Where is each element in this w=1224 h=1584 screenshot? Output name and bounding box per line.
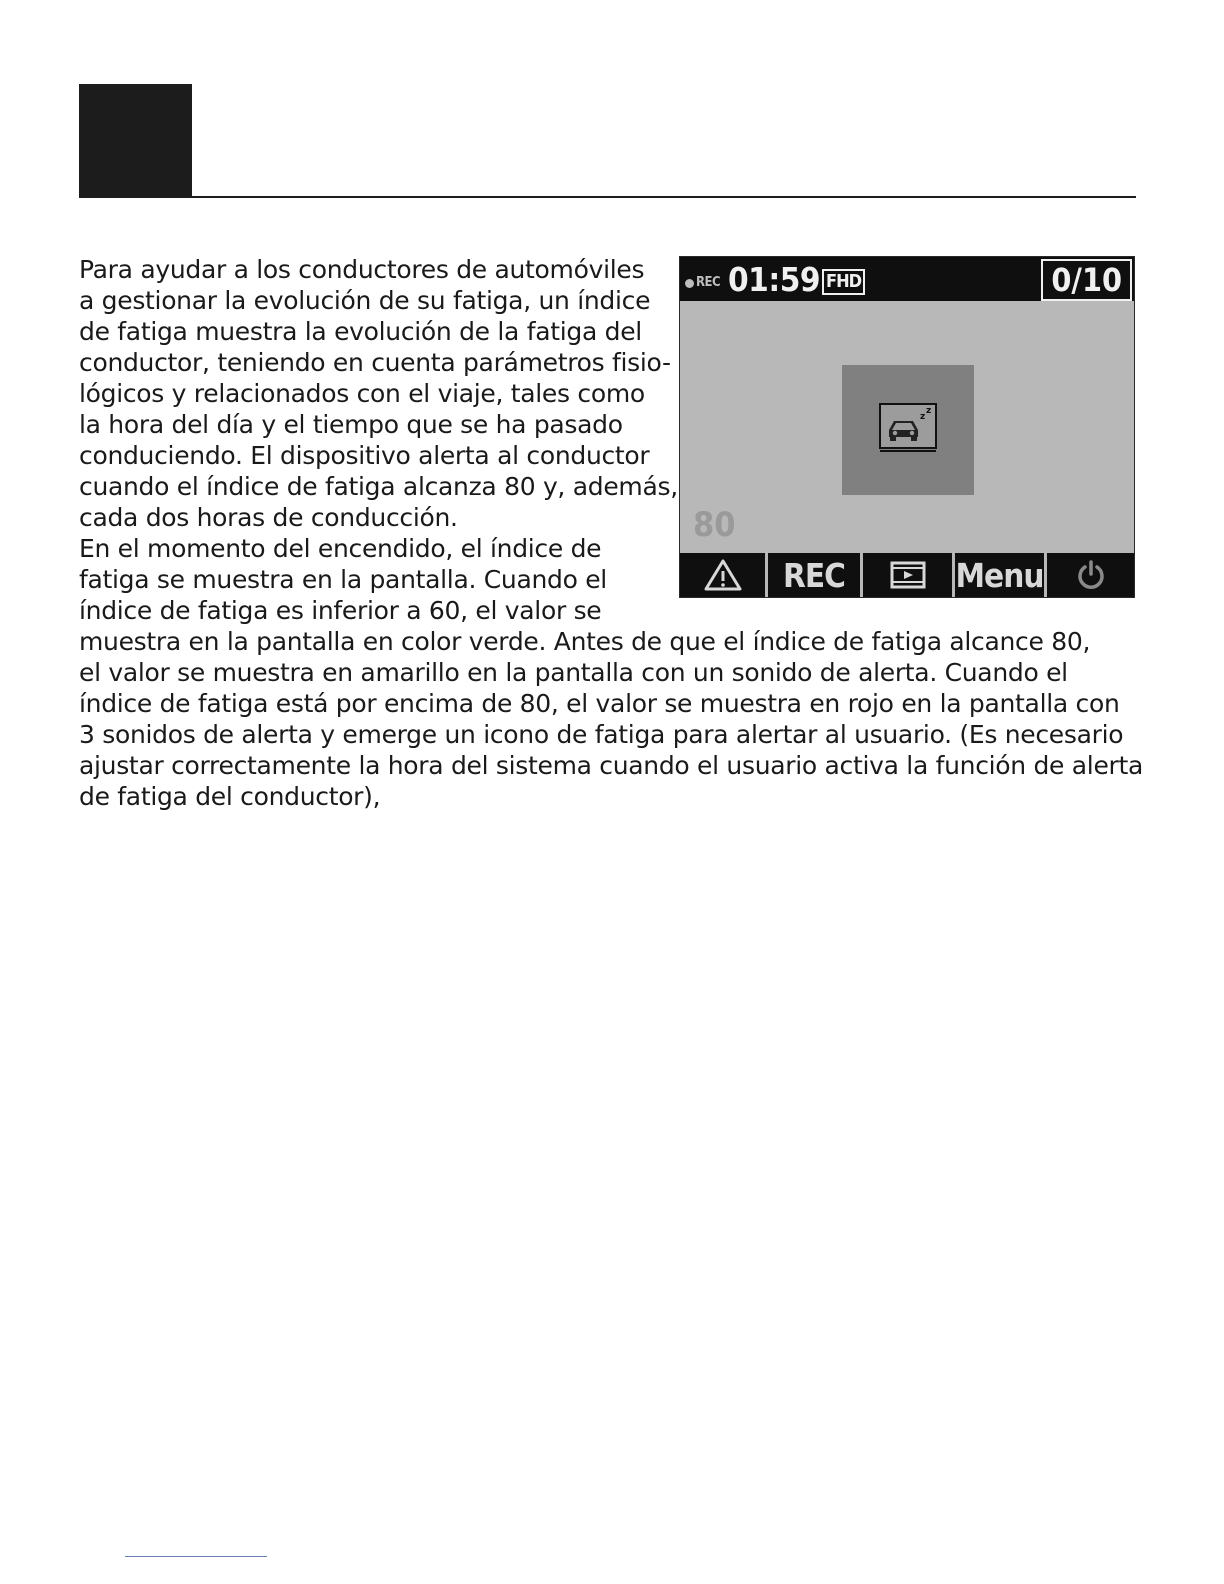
paragraph-startup [79, 533, 607, 626]
text-line: ajustar correctamente la hora del sistema cuando el usuario activa la función de alerta [79, 751, 1144, 780]
text-line: cuando el índice de fatiga alcanza 80 y, además, [79, 472, 678, 501]
device-screen-illustration [679, 256, 1135, 598]
button-bar [680, 553, 1134, 597]
text-line: conductor, teniendo en cuenta parámetros fisio- [79, 348, 671, 377]
paragraph-startup-continued [79, 626, 1143, 812]
text-line: fatiga se muestra en la pantalla. Cuando el [79, 565, 607, 594]
chapter-header-block [79, 84, 192, 197]
text-line: índice de fatiga está por encima de 80, el valor se muestra en rojo en la pantalla con [79, 689, 1120, 718]
playback-icon [890, 560, 926, 590]
file-counter: 0/10 [1041, 259, 1132, 301]
text-line: la hora del día y el tiempo que se ha pasado [79, 410, 623, 439]
resolution-badge: FHD [822, 269, 865, 295]
status-bar [680, 257, 1134, 301]
fatigue-alert-box [842, 365, 974, 495]
text-line: En el momento del encendido, el índice de [79, 534, 602, 563]
text-line: a gestionar la evolución de su fatiga, un índice [79, 286, 651, 315]
record-dot-icon [685, 279, 694, 288]
svg-text:z: z [920, 412, 926, 422]
power-icon [1076, 559, 1106, 591]
recording-time: 01:59 [728, 260, 821, 299]
text-line: conduciendo. El dispositivo alerta al conductor [79, 441, 650, 470]
rec-button-label: REC [783, 555, 845, 595]
text-line: muestra en la pantalla en color verde. Antes de que el índice de fatiga alcance 80, [79, 627, 1091, 656]
rec-indicator: REC [696, 275, 721, 290]
text-line: Para ayudar a los conductores de automóviles [79, 255, 645, 284]
paragraph-intro [79, 254, 678, 533]
menu-button[interactable] [955, 553, 1047, 597]
text-line: 3 sonidos de alerta y emerge un icono de fatiga para alertar al usuario. (Es necesario [79, 720, 1124, 749]
text-line: de fatiga muestra la evolución de la fatiga del [79, 317, 642, 346]
footer-rule [125, 1556, 267, 1557]
fatigue-index-value: 80 [693, 505, 736, 545]
text-line: lógicos y relacionados con el viaje, tales como [79, 379, 645, 408]
drowsy-car-icon [879, 403, 937, 453]
text-line: el valor se muestra en amarillo en la pantalla con un sonido de alerta. Cuando el [79, 658, 1068, 687]
playback-button[interactable] [863, 553, 955, 597]
power-button[interactable] [1047, 553, 1134, 597]
warning-triangle-icon [703, 558, 743, 592]
rec-button[interactable] [768, 553, 863, 597]
menu-button-label: Menu [955, 555, 1044, 595]
svg-text:z: z [926, 406, 932, 416]
header-rule [79, 196, 1136, 198]
text-line: de fatiga del conductor), [79, 782, 381, 811]
emergency-button[interactable] [680, 553, 768, 597]
text-line: índice de fatiga es inferior a 60, el valor se [79, 596, 602, 625]
text-line: cada dos horas de conducción. [79, 503, 458, 532]
